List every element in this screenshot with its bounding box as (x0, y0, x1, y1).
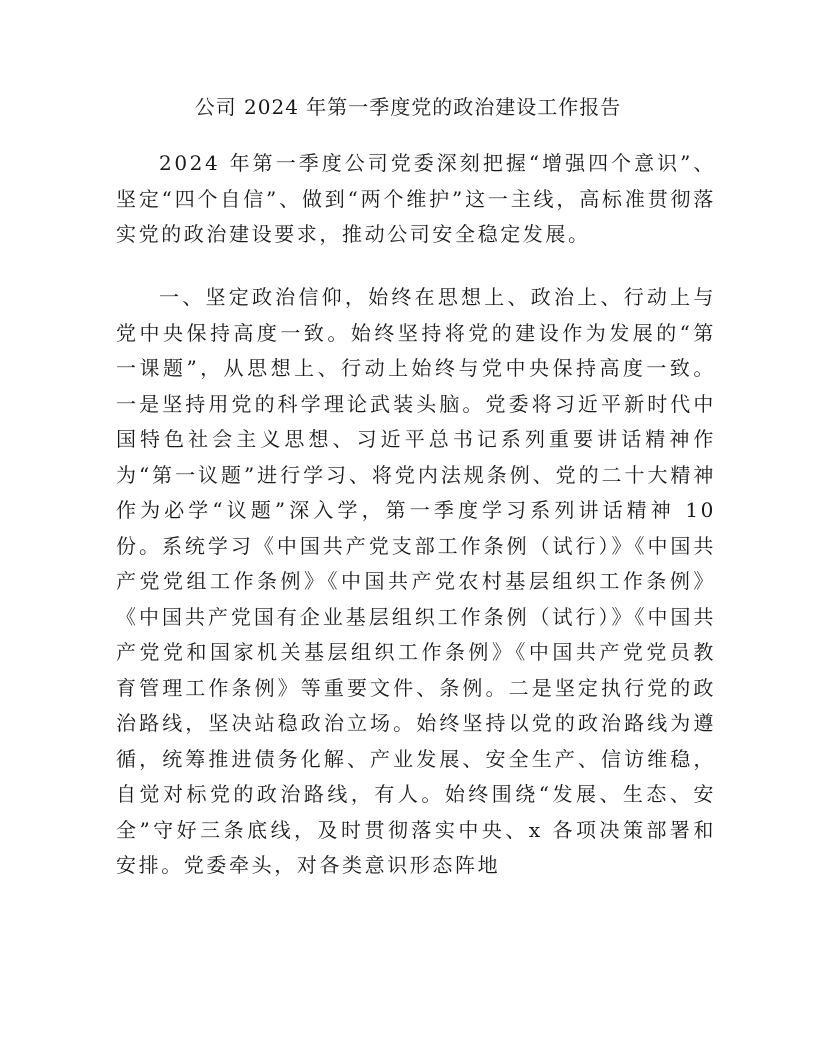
section-one-paragraph: 一、坚定政治信仰，始终在思想上、政治上、行动上与党中央保持高度一致。始终坚持将党的建设作为发展的“第一课题”，从思想上、行动上始终与党中央保持高度一致。一是坚持用党的科学理论武装头脑。党委将习近平新时代中国特色社会主义思想、习近平总书记系列重要讲话精神作为“第一议题”进行学习、将党内法规条例、党的二十大精神作为必学“议题”深入学，第一季度学习系列讲话精神 10 份。系统学习《中国共产党支部工作条例（试行）》《中国共产党党组工作条例》《中国共产党农村基层组织工作条例》《中国共产党国有企业基层组织工作条例（试行）》《中国共产党党和国家机关基层组织工作条例》《中国共产党党员教育管理工作条例》等重要文件、条例。二是坚定执行党的政治路线，坚决站稳政治立场。始终坚持以党的政治路线为遵循，统筹推进债务化解、产业发展、安全生产、信访维稳，自觉对标党的政治路线，有人。始终围绕“发展、生态、安全”守好三条底线，及时贯彻落实中央、x 各项决策部署和安排。党委牵头，对各类意识形态阵地 (116, 285, 716, 877)
intro-paragraph: 2024 年第一季度公司党委深刻把握“增强四个意识”、坚定“四个自信”、做到“两个维护”这一主线，高标准贯彻落实党的政治建设要求，推动公司安全稳定发展。 (116, 151, 716, 246)
document-title: 公司 2024 年第一季度党的政治建设工作报告 (194, 95, 622, 119)
